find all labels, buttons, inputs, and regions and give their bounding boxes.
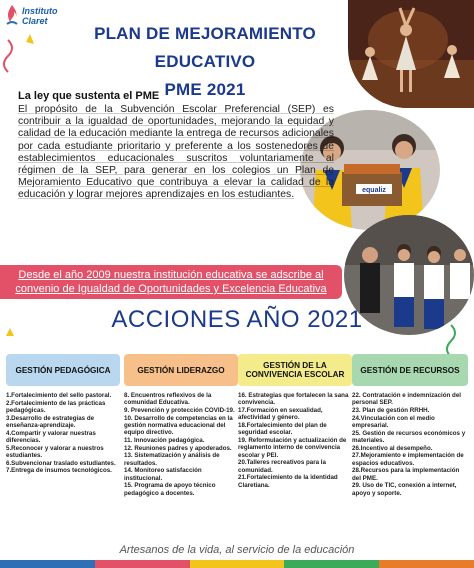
- list-item: 17.Formación en sexualidad, afectividad y género.: [238, 406, 323, 422]
- list-item: 19. Reformulación y actualización de reglamento interno de convivencia escolar y PEI.: [238, 436, 347, 459]
- decorative-squiggle: [0, 30, 60, 90]
- column-items: [124, 392, 238, 497]
- acciones-title: ACCIONES AÑO 2021: [111, 306, 363, 333]
- box-label: equaliz: [362, 187, 386, 194]
- color-bar: [0, 560, 474, 568]
- law-heading: La ley que sustenta el PME: [18, 90, 160, 102]
- list-item: 15. Programa de apoyo técnico pedagógico a docentes.: [124, 482, 216, 497]
- list-item: 8. Encuentros reflexivos de la comunidad Educativa.: [124, 392, 212, 407]
- column-gestion-liderazgo: [124, 354, 238, 497]
- list-item: 16. Estrategias que fortalecen la sana convivencia.: [238, 392, 349, 407]
- list-item: 6.Subvencionar traslado estudiantes.: [6, 459, 116, 467]
- list-item: 13. Sistematización y análisis de resultados.: [124, 452, 220, 467]
- list-item: 25. Gestión de recursos económicos y materiales.: [352, 429, 466, 444]
- color-bar-segment: [284, 560, 379, 568]
- list-item: 7.Entrega de insumos tecnológicos.: [6, 467, 112, 475]
- footer-motto: Artesanos de la vida, al servicio de la educación: [119, 544, 355, 556]
- column-heading: GESTIÓN LIDERAZGO: [124, 354, 238, 386]
- column-heading: GESTIÓN PEDAGÓGICA: [6, 354, 120, 386]
- column-gestion-convivencia: [238, 354, 352, 489]
- color-bar-segment: [190, 560, 285, 568]
- list-item: 26.Incentivo al desempeño.: [352, 444, 433, 452]
- title-line1: PLAN DE MEJORAMIENTO EDUCATIVO: [94, 24, 316, 71]
- list-item: 20.Talleres recreativos para la comunidad.: [238, 459, 326, 474]
- color-bar-segment: [379, 560, 474, 568]
- list-item: 14. Monitoreo satisfacción institucional.: [124, 467, 202, 482]
- column-items: [238, 392, 352, 489]
- color-bar-segment: [95, 560, 190, 568]
- column-gestion-recursos: [352, 354, 468, 497]
- list-item: 5.Reconocer y valorar a nuestros estudiantes.: [6, 444, 104, 459]
- list-item: 4.Compartir y valorar nuestras diferencias.: [6, 429, 96, 444]
- photo-stage-dance: [348, 0, 474, 108]
- list-item: 23. Plan de gestión RRHH.: [352, 406, 430, 414]
- column-heading: GESTIÓN DE RECURSOS: [352, 354, 468, 386]
- list-item: 21.Fortalecimiento de la identidad Claretiana.: [238, 474, 338, 489]
- list-item: 12. Reuniones padres y apoderados.: [124, 444, 232, 452]
- column-heading: GESTIÓN DE LA CONVIVENCIA ESCOLAR: [238, 354, 352, 386]
- logo-line1: Instituto: [22, 6, 58, 16]
- column-items: [352, 392, 468, 497]
- logo-line2: Claret: [22, 16, 48, 26]
- list-item: 29. Uso de TIC, conexión a internet, apoyo y soporte.: [352, 482, 457, 497]
- list-item: 2.Fortalecimiento de las prácticas pedagógicas.: [6, 399, 106, 414]
- list-item: 1.Fortalecimiento del sello pastoral.: [6, 392, 112, 399]
- column-gestion-pedagogica: [6, 354, 120, 475]
- flame-icon: [4, 4, 20, 28]
- list-item: 24.Vinculación con el medio empresarial.: [352, 414, 435, 429]
- list-item: 18.Fortalecimiento del plan de seguridad escolar.: [238, 421, 327, 437]
- convenio-banner: Desde el año 2009 nuestra institución educativa se adscribe al convenio de Igualdad de Oportunidades y Excelencia Educativa: [0, 265, 342, 299]
- list-item: 28.Recursos para la implementación del PME.: [352, 467, 460, 482]
- list-item: 9. Prevención y protección COVID-19.: [124, 406, 235, 414]
- list-item: 10. Desarrollo de competencias en la gestión normativa educacional del equipo directivo.: [124, 414, 233, 437]
- list-item: 22. Contratación e indemnización del personal SEP.: [352, 392, 461, 407]
- title-line2: PME 2021: [164, 80, 246, 99]
- list-item: 3.Desarrollo de estrategias de enseñanza-aprendizaje.: [6, 414, 95, 429]
- column-items: [6, 392, 120, 475]
- list-item: 11. Innovación pedagógica.: [124, 436, 205, 444]
- color-bar-segment: [0, 560, 95, 568]
- law-body: El propósito de la Subvención Escolar Preferencial (SEP) es contribuir a la igualdad de oportunidades, mejorando la equidad y calidad de la educación mediante la entrega de recursos adicionales por cada estudiante prioritario y preferente a los sostenedores de establecimientos educacionales suscritos voluntariamente al régimen de la SEP, para generar en los colegios un Plan de Mejoramiento Educativo que contribuya a elevar la calidad de la educación y lograr mejores aprendizajes en los estudiantes.: [18, 104, 334, 201]
- list-item: 27.Mejoramiento e implementación de espacios educativos.: [352, 452, 464, 467]
